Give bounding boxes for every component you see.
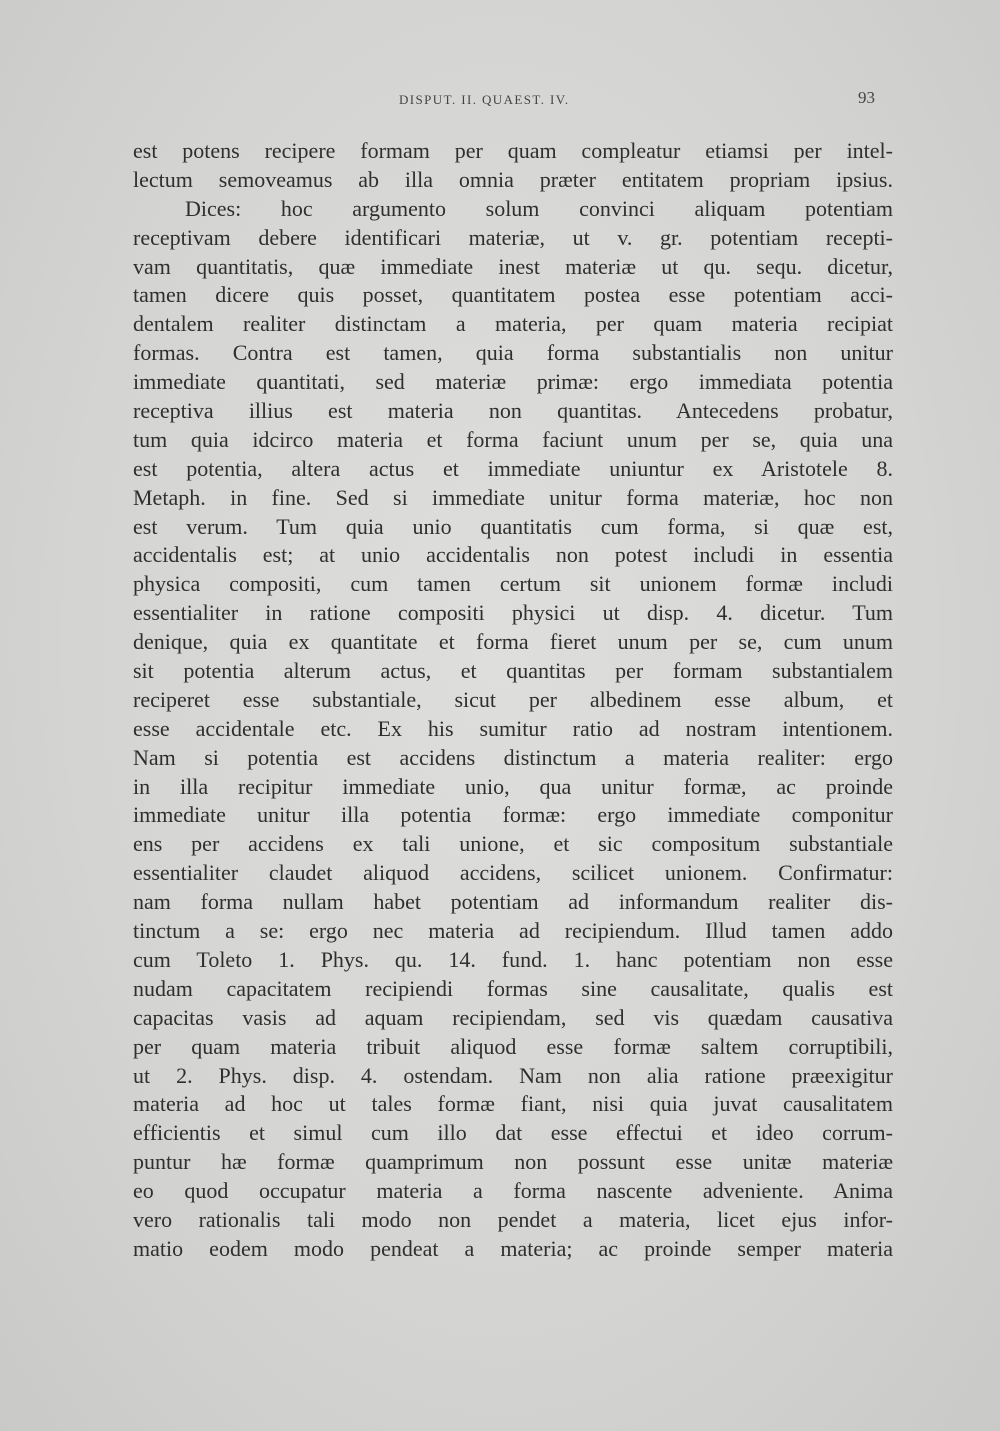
text-line: vam quantitatis, quæ immediate inest materiæ ut qu. sequ. dicetur, bbox=[133, 253, 893, 279]
text-line: est potentia, altera actus et immediate uniuntur ex Aristotele 8. bbox=[133, 455, 893, 481]
text-line: Dices: hoc argumento solum convinci aliquam potentiam bbox=[185, 195, 893, 221]
text-line: esse accidentale etc. Ex his sumitur ratio ad nostram intentionem. bbox=[133, 715, 893, 741]
text-line: puntur hæ formæ quamprimum non possunt esse unitæ materiæ bbox=[133, 1149, 893, 1175]
text-line: dentalem realiter distinctam a materia, per quam materia recipiat bbox=[133, 311, 893, 337]
text-line: immediate quantitati, sed materiæ primæ: ergo immediata potentia bbox=[133, 369, 893, 395]
text-line: accidentalis est; at unio accidentalis non potest includi in essentia bbox=[133, 542, 893, 568]
running-head: DISPUT. II. QUAEST. IV. bbox=[399, 92, 570, 107]
text-line: vero rationalis tali modo non pendet a materia, licet ejus infor- bbox=[133, 1206, 893, 1232]
text-line: essentialiter claudet aliquod accidens, scilicet unionem. Confirmatur: bbox=[133, 860, 893, 886]
text-line: nudam capacitatem recipiendi formas sine causalitate, qualis est bbox=[133, 975, 893, 1001]
text-line: receptivam debere identificari materiæ, ut v. gr. potentiam recepti- bbox=[133, 224, 893, 250]
text-line: lectum semoveamus ab illa omnia præter entitatem propriam ipsius. bbox=[133, 166, 893, 192]
text-line: formas. Contra est tamen, quia forma substantialis non unitur bbox=[133, 340, 893, 366]
page-number: 93 bbox=[858, 88, 875, 107]
text-line: ut 2. Phys. disp. 4. ostendam. Nam non alia ratione præexigitur bbox=[133, 1062, 893, 1088]
text-line: Metaph. in fine. Sed si immediate unitur forma materiæ, hoc non bbox=[133, 484, 893, 510]
text-line: tamen dicere quis posset, quantitatem postea esse potentiam acci- bbox=[133, 282, 893, 308]
text-line: est potens recipere formam per quam compleatur etiamsi per intel- bbox=[133, 138, 893, 163]
text-line: essentialiter in ratione compositi physici ut disp. 4. dicetur. Tum bbox=[133, 600, 893, 626]
text-line: efficientis et simul cum illo dat esse effectui et ideo corrum- bbox=[133, 1120, 893, 1146]
text-line: reciperet esse substantiale, sicut per albedinem esse album, et bbox=[133, 686, 893, 712]
text-line: Nam si potentia est accidens distinctum a materia realiter: ergo bbox=[133, 744, 893, 770]
text-line: cum Toleto 1. Phys. qu. 14. fund. 1. hanc potentiam non esse bbox=[133, 946, 893, 972]
text-line: immediate unitur illa potentia formæ: ergo immediate componitur bbox=[133, 802, 893, 828]
text-line: sit potentia alterum actus, et quantitas per formam substantialem bbox=[133, 658, 893, 684]
text-line: denique, quia ex quantitate et forma fieret unum per se, cum unum bbox=[133, 629, 893, 655]
text-line: est verum. Tum quia unio quantitatis cum forma, si quæ est, bbox=[133, 513, 893, 539]
text-line: materia ad hoc ut tales formæ fiant, nisi quia juvat causalitatem bbox=[133, 1091, 893, 1117]
text-line: tinctum a se: ergo nec materia ad recipiendum. Illud tamen addo bbox=[133, 918, 893, 944]
text-line: ens per accidens ex tali unione, et sic compositum substantiale bbox=[133, 831, 893, 857]
text-line: in illa recipitur immediate unio, qua unitur formæ, ac proinde bbox=[133, 773, 893, 799]
text-line: receptiva illius est materia non quantitas. Antecedens probatur, bbox=[133, 398, 893, 424]
text-line: matio eodem modo pendeat a materia; ac proinde semper materia bbox=[133, 1235, 893, 1261]
text-line: physica compositi, cum tamen certum sit unionem formæ includi bbox=[133, 571, 893, 597]
text-line: tum quia idcirco materia et forma faciunt unum per se, quia una bbox=[133, 426, 893, 452]
text-line: eo quod occupatur materia a forma nascente adveniente. Anima bbox=[133, 1178, 893, 1204]
text-line: per quam materia tribuit aliquod esse formæ saltem corruptibili, bbox=[133, 1033, 893, 1059]
text-line: capacitas vasis ad aquam recipiendam, sed vis quædam causativa bbox=[133, 1004, 893, 1030]
text-line: nam forma nullam habet potentiam ad informandum realiter dis- bbox=[133, 889, 893, 915]
body-text bbox=[133, 137, 893, 1264]
